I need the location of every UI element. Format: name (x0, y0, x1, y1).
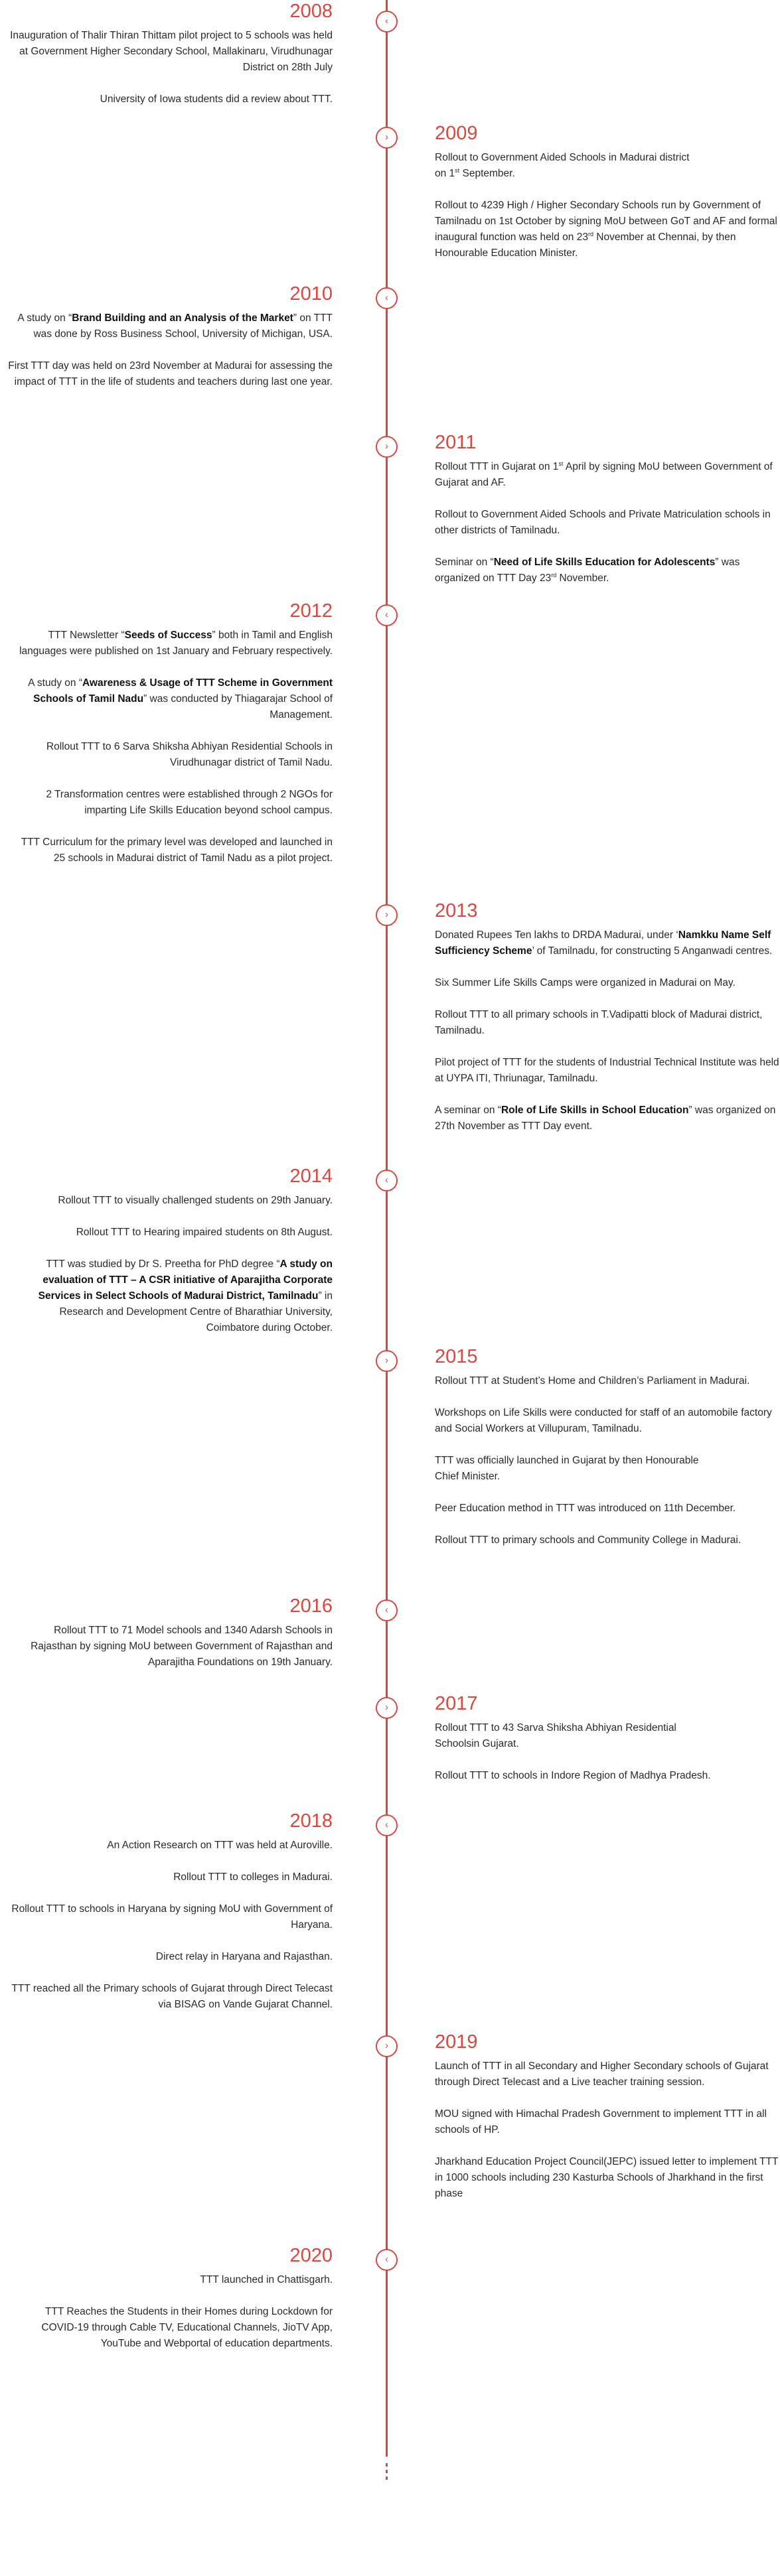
timeline-node-2019[interactable] (376, 2035, 398, 2057)
milestone-text (7, 739, 333, 771)
milestone-text (7, 358, 333, 390)
timeline-entry-2014 (7, 1165, 333, 1336)
year-heading: 2015 (435, 1346, 478, 1367)
text-segment: Pilot project of TTT for the students of Industrial Technical Institute was held at UYPA ITI, Thriunagar, Tamilnadu. (435, 1057, 779, 1084)
milestone-text (7, 2272, 333, 2288)
timeline-node-2018[interactable] (376, 1814, 398, 1836)
text-segment: MOU signed with Himachal Pradesh Government to implement TTT in all schools of HP. (435, 2108, 767, 2135)
chevron-right-icon: › (385, 441, 388, 452)
timeline-node-2009[interactable] (376, 127, 398, 149)
year-heading: 2014 (289, 1166, 333, 1187)
year-heading: 2019 (435, 2031, 478, 2053)
text-segment: Rollout TTT to 43 Sarva Shiksha Abhiyan Residential (435, 1722, 676, 1733)
milestone-text (7, 675, 333, 723)
milestone-text (435, 1373, 780, 1389)
text-segment: Rollout TTT to schools in Indore Region of Madhya Pradesh. (435, 1770, 711, 1781)
timeline-entry-2016 (7, 1595, 333, 1670)
emphasis-text: Seeds of Success (124, 630, 212, 641)
milestone-text (435, 2106, 780, 2138)
timeline-node-2017[interactable] (376, 1697, 398, 1719)
milestone-text (435, 198, 780, 261)
year-heading: 2018 (289, 1810, 333, 1832)
milestone-text (7, 1869, 333, 1885)
text-segment: ” was conducted by Thiagarajar School of Management. (143, 693, 333, 720)
text-segment: Rollout TTT to primary schools and Community College in Madurai. (435, 1534, 741, 1546)
year-heading: 2020 (289, 2245, 333, 2266)
milestone-text (435, 1453, 780, 1485)
year-heading: 2010 (289, 283, 333, 305)
milestone-text (7, 2304, 333, 2352)
timeline-node-2011[interactable] (376, 436, 398, 458)
timeline-node-2015[interactable] (376, 1350, 398, 1372)
chevron-left-icon: ‹ (385, 609, 388, 620)
chevron-left-icon: ‹ (385, 1819, 388, 1830)
emphasis-text: A study on evaluation of TTT – A CSR initiative of Aparajitha Corporate Services in Select Schools of Madurai District, Tamilnadu (38, 1258, 333, 1302)
text-segment: Rollout TTT in Gujarat on 1 (435, 461, 559, 472)
text-segment: ’ of Tamilnadu, for constructing 5 Anganwadi centres. (532, 945, 773, 957)
milestone-text (435, 2154, 780, 2202)
timeline-node-2016[interactable] (376, 1599, 398, 1621)
text-segment: ” was organized on 27th November as TTT Day event. (435, 1105, 776, 1132)
text-segment: Chief Minister. (435, 1471, 501, 1482)
year-heading: 2017 (435, 1693, 478, 1714)
milestone-text (435, 1720, 780, 1752)
chevron-left-icon: ‹ (385, 1604, 388, 1615)
year-heading: 2009 (435, 123, 478, 144)
milestone-text (435, 150, 780, 182)
ordinal-suffix: st (558, 460, 564, 467)
milestone-text (7, 787, 333, 819)
milestone-text (435, 1532, 780, 1548)
text-segment: Seminar on “ (435, 557, 494, 568)
chevron-right-icon: › (385, 909, 388, 920)
text-segment: A study on “ (28, 677, 82, 689)
milestone-text (435, 1103, 780, 1134)
text-segment: TTT Reaches the Students in their Homes during Lockdown for COVID-19 through Cable TV, Educational Channels, JioTV App, YouTube and Webportal of education departments. (41, 2306, 333, 2349)
text-segment: TTT launched in Chattisgarh. (200, 2274, 333, 2285)
text-segment: Rollout TTT to Hearing impaired students on 8th August. (76, 1227, 333, 1238)
milestone-text (7, 1901, 333, 1933)
text-segment: Inauguration of Thalir Thiran Thittam pilot project to 5 schools was held at Government Higher Secondary School, Mallakinaru, Virudhunagar District on 28th July (10, 30, 333, 73)
chevron-right-icon: › (385, 2040, 388, 2051)
text-segment: Six Summer Life Skills Camps were organized in Madurai on May. (435, 977, 736, 988)
timeline-entry-2009 (435, 122, 780, 261)
ordinal-suffix: rd (587, 230, 593, 237)
milestone-text (7, 1225, 333, 1241)
text-segment: University of Iowa students did a review about TTT. (100, 94, 333, 105)
text-segment: November at Chennai, by then Honourable Education Minister. (435, 232, 736, 259)
timeline-entry-2010 (7, 283, 333, 390)
milestone-text (435, 1501, 780, 1517)
timeline-continuation-dot (386, 2476, 388, 2480)
year-heading: 2011 (435, 432, 477, 453)
text-segment: on 1 (435, 168, 455, 179)
ordinal-suffix: rd (551, 571, 557, 578)
timeline-node-2008[interactable] (376, 11, 398, 33)
milestone-text (435, 927, 780, 959)
milestone-text (7, 835, 333, 866)
timeline-entry-2008 (7, 0, 333, 107)
timeline-entry-2018 (7, 1810, 333, 2013)
text-segment: ” both in Tamil and English languages were published on 1st January and February respectively. (19, 630, 333, 657)
emphasis-text: Need of Life Skills Education for Adolescents (493, 557, 716, 568)
timeline-node-2013[interactable] (376, 904, 398, 926)
ordinal-suffix: st (455, 167, 460, 174)
timeline-entry-2019 (435, 2031, 780, 2202)
text-segment: An Action Research on TTT was held at Auroville. (107, 1840, 333, 1851)
timeline-axis (386, 0, 388, 2457)
milestone-text (7, 1623, 333, 1670)
text-segment: Rollout TTT at Student’s Home and Children’s Parliament in Madurai. (435, 1375, 750, 1387)
milestone-text (7, 1256, 333, 1336)
chevron-left-icon: ‹ (385, 2254, 388, 2265)
milestone-text (7, 28, 333, 76)
text-segment: Workshops on Life Skills were conducted for staff of an automobile factory and Social Workers at Villupuram, Tamilnadu. (435, 1407, 772, 1434)
text-segment: TTT reached all the Primary schools of Gujarat through Direct Telecast via BISAG on Vande Gujarat Channel. (11, 1983, 333, 2010)
timeline-node-2012[interactable] (376, 604, 398, 626)
text-segment: Rollout TTT to 6 Sarva Shiksha Abhiyan Residential Schools in Virudhunagar district of Tamil Nadu. (46, 741, 333, 768)
emphasis-text: Brand Building and an Analysis of the Market (72, 312, 293, 324)
text-segment: ” was organized on TTT Day 23 (435, 557, 740, 584)
timeline-entry-2017 (435, 1692, 780, 1784)
text-segment: April by signing MoU between Government of Gujarat and AF. (435, 461, 773, 488)
timeline-continuation-dot (386, 2463, 388, 2467)
chevron-left-icon: ‹ (385, 15, 388, 27)
text-segment: Rollout TTT to visually challenged students on 29th January. (58, 1195, 333, 1206)
text-segment: TTT Curriculum for the primary level was developed and launched in 25 schools in Madurai district of Tamil Nadu as a pilot project. (21, 837, 333, 864)
milestone-text (435, 975, 780, 991)
text-segment: Rollout to 4239 High / Higher Secondary Schools run by Government of Tamilnadu on 1st October by signing MoU between GoT and AF and formal inaugural function was held on 23 (435, 200, 777, 243)
text-segment: ” in Research and Development Centre of Bharathiar University, Coimbatore during October. (59, 1290, 333, 1333)
text-segment: TTT Newsletter “ (48, 630, 125, 641)
chevron-right-icon: › (385, 1355, 388, 1366)
emphasis-text: Awareness & Usage of TTT Scheme in Government Schools of Tamil Nadu (33, 677, 333, 705)
year-heading: 2012 (289, 600, 333, 622)
chevron-right-icon: › (385, 1702, 388, 1713)
text-segment: First TTT day was held on 23rd November at Madurai for assessing the impact of TTT in the life of students and teachers during last one year. (8, 360, 333, 387)
text-segment: Donated Rupees Ten lakhs to DRDA Madurai, under ‘ (435, 929, 678, 941)
milestone-text (435, 555, 780, 586)
milestone-text (435, 2059, 780, 2090)
text-segment: Jharkhand Education Project Council(JEPC) issued letter to implement TTT in 1000 schools including 230 Kasturba Schools of Jharkhand in the first phase (435, 2156, 779, 2199)
text-segment: TTT was officially launched in Gujarat by then Honourable (435, 1455, 699, 1466)
milestone-text (7, 1981, 333, 2013)
milestone-text (435, 1405, 780, 1437)
timeline-entry-2011 (435, 431, 780, 586)
timeline-entry-2015 (435, 1345, 780, 1548)
timeline-node-2020[interactable] (376, 2249, 398, 2271)
timeline-entry-2013 (435, 900, 780, 1134)
year-heading: 2008 (289, 1, 333, 22)
text-segment: A study on “ (17, 312, 72, 324)
text-segment: September. (459, 168, 515, 179)
year-heading: 2013 (435, 900, 478, 921)
emphasis-text: Role of Life Skills in School Education (501, 1105, 689, 1116)
text-segment: Rollout TTT to all primary schools in T.Vadipatti block of Madurai district, Tamilnadu. (435, 1009, 763, 1036)
milestone-text (435, 1768, 780, 1784)
text-segment: Direct relay in Haryana and Rajasthan. (155, 1951, 333, 1962)
timeline-node-2010[interactable] (376, 287, 398, 309)
text-segment: Peer Education method in TTT was introduced on 11th December. (435, 1503, 736, 1514)
year-heading: 2016 (289, 1595, 333, 1617)
milestone-text (7, 310, 333, 342)
emphasis-text: Namkku Name Self Sufficiency Scheme (435, 929, 771, 957)
text-segment: Rollout to Government Aided Schools in Madurai district (435, 152, 690, 163)
text-segment: November. (556, 573, 609, 584)
text-segment: ” on TTT was done by Ross Business School, University of Michigan, USA. (33, 312, 333, 340)
text-segment: Rollout TTT to colleges in Madurai. (173, 1871, 333, 1883)
milestone-text (7, 1193, 333, 1209)
text-segment: Launch of TTT in all Secondary and Higher Secondary schools of Gujarat through Direct Telecast and a Live teacher training session. (435, 2061, 769, 2088)
text-segment: 2 Transformation centres were established through 2 NGOs for imparting Life Skills Education beyond school campus. (46, 789, 333, 816)
milestone-text (7, 1838, 333, 1854)
text-segment: Rollout to Government Aided Schools and Private Matriculation schools in other districts of Tamilnadu. (435, 509, 771, 536)
milestone-text (435, 459, 780, 491)
timeline-continuation-dot (386, 2470, 388, 2473)
text-segment: Schoolsin Gujarat. (435, 1738, 519, 1749)
milestone-text (435, 1055, 780, 1087)
timeline-entry-2012 (7, 600, 333, 866)
timeline-entry-2020 (7, 2244, 333, 2352)
timeline-node-2014[interactable] (376, 1170, 398, 1191)
milestone-text (435, 1007, 780, 1039)
text-segment: A seminar on “ (435, 1105, 501, 1116)
milestone-text (435, 507, 780, 539)
milestone-text (7, 92, 333, 107)
chevron-left-icon: ‹ (385, 1174, 388, 1186)
milestone-text (7, 628, 333, 659)
milestone-text (7, 1949, 333, 1965)
text-segment: Rollout TTT to 71 Model schools and 1340 Adarsh Schools in Rajasthan by signing MoU between Government of Rajasthan and Aparajitha Foundations on 19th January. (31, 1625, 333, 1668)
text-segment: Rollout TTT to schools in Haryana by signing MoU with Government of Haryana. (11, 1903, 333, 1931)
text-segment: TTT was studied by Dr S. Preetha for PhD degree “ (46, 1258, 280, 1270)
chevron-right-icon: › (385, 131, 388, 143)
chevron-left-icon: ‹ (385, 292, 388, 303)
